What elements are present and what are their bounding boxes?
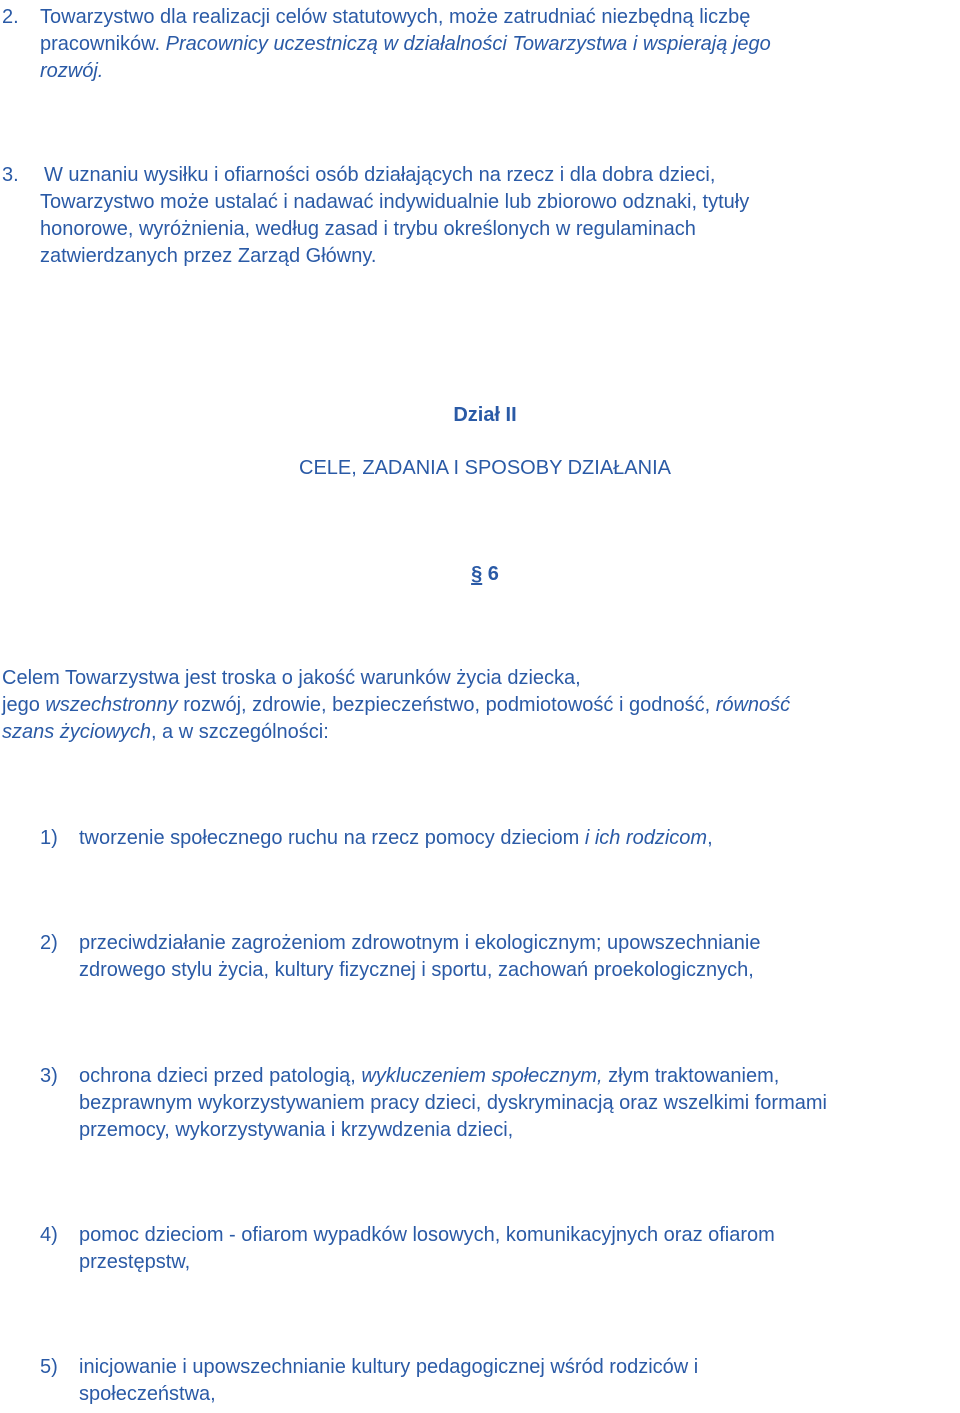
intro-line: Celem Towarzystwa jest troska o jakość warunków życia dziecka, <box>2 667 581 689</box>
list-item <box>40 1222 955 1276</box>
intro-line: szans życiowych, a w szczególności: <box>2 721 329 743</box>
list-item-text: ochrona dzieci przed patologią, wykluczeniem społecznym, złym traktowaniem, <box>79 1065 780 1087</box>
item-text-line: pracowników. Pracownicy uczestniczą w działalności Towarzystwa i wspierają jego <box>40 33 771 55</box>
list-item <box>40 930 955 984</box>
list-item-text: przestępstw, <box>79 1251 191 1273</box>
item-text-line: W uznaniu wysiłku i ofiarności osób działających na rzecz i dla dobra dzieci, <box>44 164 716 186</box>
list-item-text: bezprawnym wykorzystywaniem pracy dzieci, dyskryminacją oraz wszelkimi formami <box>79 1092 827 1114</box>
item-number: 3. <box>2 164 19 186</box>
section-sign: § <box>471 563 483 585</box>
list-item <box>40 1354 955 1408</box>
list-item-text: przeciwdziałanie zagrożeniom zdrowotnym i ekologicznym; upowszechnianie <box>79 932 761 954</box>
item-text-line: Towarzystwo dla realizacji celów statutowych, może zatrudniać niezbędną liczbę <box>40 6 751 28</box>
item-number: 2. <box>2 6 19 28</box>
list-item-text: pomoc dzieciom - ofiarom wypadków losowych, komunikacyjnych oraz ofiarom <box>79 1224 775 1246</box>
intro-paragraph <box>2 665 957 746</box>
list-item-text: społeczeństwa, <box>79 1383 216 1405</box>
item-text-line: rozwój. <box>40 60 104 82</box>
list-item-number: 4) <box>40 1224 58 1246</box>
list-item <box>40 825 955 852</box>
item-text-line: zatwierdzanych przez Zarząd Główny. <box>40 245 377 267</box>
list-item-number: 2) <box>40 932 58 954</box>
paragraph-number: 6 <box>487 563 499 585</box>
intro-line: jego wszechstronny rozwój, zdrowie, bezpieczeństwo, podmiotowość i godność, równość <box>2 694 791 716</box>
section-title: CELE, ZADANIA I SPOSOBY DZIAŁANIA <box>299 457 671 479</box>
item-3 <box>2 162 952 270</box>
list-item-text: tworzenie społecznego ruchu na rzecz pomocy dzieciom i ich rodzicom, <box>79 827 713 849</box>
list-item-number: 3) <box>40 1065 58 1087</box>
item-2 <box>2 4 952 85</box>
list-item-number: 5) <box>40 1356 58 1378</box>
list-item-text: przemocy, wykorzystywania i krzywdzenia dzieci, <box>79 1119 514 1141</box>
item-text-line: Towarzystwo może ustalać i nadawać indywidualnie lub zbiorowo odznaki, tytuły <box>40 191 750 213</box>
list-item <box>40 1063 958 1144</box>
list-item-text: inicjowanie i upowszechnianie kultury pedagogicznej wśród rodziców i <box>79 1356 699 1378</box>
item-text-line: honorowe, wyróżnienia, według zasad i trybu określonych w regulaminach <box>40 218 696 240</box>
list-item-text: zdrowego stylu życia, kultury fizycznej i sportu, zachowań proekologicznych, <box>79 959 754 981</box>
list-item-number: 1) <box>40 827 58 849</box>
paragraph-marker <box>5 561 960 588</box>
section-heading: Dział II <box>453 404 517 426</box>
